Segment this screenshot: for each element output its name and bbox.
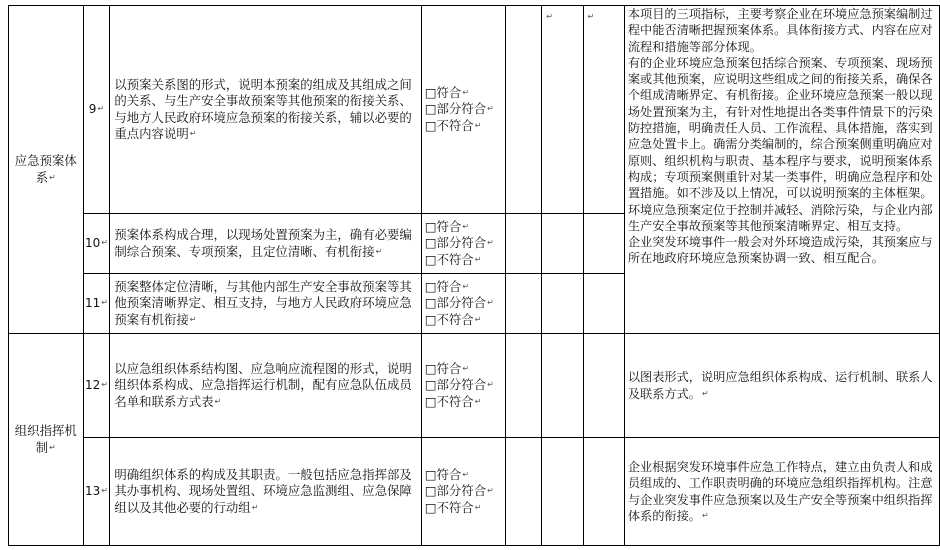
- guidance-note: 企业根据突发环境事件应急工作特点，建立由负责人和成员组成的、工作职责明确的环境应急组织指挥机构。注意与企业突发事件应急预案以及生产安全等预案中组织指挥体系的衔接。↵: [624, 438, 939, 546]
- conformity-options: [421, 6, 505, 214]
- option-conform[interactable]: □符合↵: [424, 360, 470, 376]
- guidance-note: 本项目的三项指标，主要考察企业在环境应急预案编制过程中能否清晰把握预案体系。具体衔接方式、内容在应对流程和措施等部分体现。 有的企业环境应急预案包括综合预案、专项预案、现场预案或其他预案，应说明这些组成之间的衔接关系，确保各个组成清晰界定、有机衔接。企业环境应急预案一般以现场处置预案为主，有针对性地提出各类事件情景下的污染防控措施，明确责任人员、工作流程、具体措施，落实到应急处置卡上。确需分类编制的，综合预案侧重明确应对原则、组织机构与职责、基本程序与要求，说明预案体系构成；专项预案侧重针对某一类事件，明确应急程序和处置措施。如不涉及以上情况，可以说明预案的主体框架。 环境应急预案定位于控制并减轻、消除污染，与企业内部生产安全事故预案等其他预案清晰界定、相互支持。 企业突发环境事件一般会对外环境造成污染，其预案应与所在地政府环境应急预案协调一致、相互配合。: [624, 6, 939, 334]
- score-cell[interactable]: [583, 214, 624, 274]
- score-cell[interactable]: [506, 438, 542, 546]
- item-number: 10↵: [83, 214, 110, 274]
- conformity-options: [421, 438, 505, 546]
- item-number: 13↵: [83, 438, 110, 546]
- score-cell[interactable]: ↵: [542, 6, 583, 214]
- score-cell[interactable]: [506, 214, 542, 274]
- item-description: 预案整体定位清晰，与其他内部生产安全事故预案等其他预案清晰界定、相互支持，与地方人民政府环境应急预案有机衔接↵: [110, 274, 421, 334]
- score-cell[interactable]: [542, 274, 583, 334]
- score-cell[interactable]: [506, 6, 542, 214]
- item-number: 11↵: [83, 274, 110, 334]
- conformity-options: [421, 214, 505, 274]
- category-label: 应急预案体系: [14, 153, 77, 185]
- option-conform[interactable]: □符合↵: [424, 84, 470, 100]
- category-cell: 组织指挥机制↵: [9, 334, 84, 546]
- option-nonconform[interactable]: □不符合↵: [424, 251, 482, 267]
- score-cell[interactable]: [583, 438, 624, 546]
- item-description: 以预案关系图的形式，说明本预案的组成及其组成之间的关系、与生产安全事故预案等其他预案的衔接关系、与地方人民政府环境应急预案的衔接关系，辅以必要的重点内容说明↵: [110, 6, 421, 214]
- score-cell[interactable]: ↵: [583, 6, 624, 214]
- option-conform[interactable]: □符合↵: [424, 278, 470, 294]
- option-nonconform[interactable]: □不符合↵: [424, 117, 482, 133]
- score-cell[interactable]: [542, 334, 583, 438]
- option-partial[interactable]: □部分符合↵: [424, 483, 494, 499]
- score-cell[interactable]: [506, 274, 542, 334]
- conformity-options: [421, 334, 505, 438]
- assessment-table: [8, 5, 940, 546]
- option-conform[interactable]: □符合↵: [424, 218, 470, 234]
- option-partial[interactable]: □部分符合↵: [424, 101, 494, 117]
- score-cell[interactable]: [506, 334, 542, 438]
- table-row: [9, 334, 940, 438]
- table-row: [9, 438, 940, 546]
- item-number: 12↵: [83, 334, 110, 438]
- option-nonconform[interactable]: □不符合↵: [424, 311, 482, 327]
- category-cell: 应急预案体系↵: [9, 6, 84, 334]
- conformity-options: [421, 274, 505, 334]
- option-partial[interactable]: □部分符合↵: [424, 295, 494, 311]
- score-cell[interactable]: [583, 334, 624, 438]
- score-cell[interactable]: [583, 274, 624, 334]
- option-partial[interactable]: □部分符合↵: [424, 377, 494, 393]
- item-description: 以应急组织体系结构图、应急响应流程图的形式，说明组织体系构成、应急指挥运行机制，配有应急队伍成员名单和联系方式表↵: [110, 334, 421, 438]
- score-cell[interactable]: [542, 214, 583, 274]
- guidance-note: 以图表形式，说明应急组织体系构成、运行机制、联系人及联系方式。↵: [624, 334, 939, 438]
- option-conform[interactable]: □符合↵: [424, 466, 470, 482]
- item-description: 明确组织体系的构成及其职责。一般包括应急指挥部及其办事机构、现场处置组、环境应急监测组、应急保障组以及其他必要的行动组↵: [110, 438, 421, 546]
- option-nonconform[interactable]: □不符合↵: [424, 499, 482, 515]
- option-partial[interactable]: □部分符合↵: [424, 235, 494, 251]
- option-nonconform[interactable]: □不符合↵: [424, 393, 482, 409]
- score-cell[interactable]: [542, 438, 583, 546]
- table-row: [9, 6, 940, 214]
- item-description: 预案体系构成合理，以现场处置预案为主，确有必要编制综合预案、专项预案，且定位清晰、有机衔接↵: [110, 214, 421, 274]
- item-number: 9↵: [83, 6, 110, 214]
- category-label: 组织指挥机制: [14, 423, 77, 455]
